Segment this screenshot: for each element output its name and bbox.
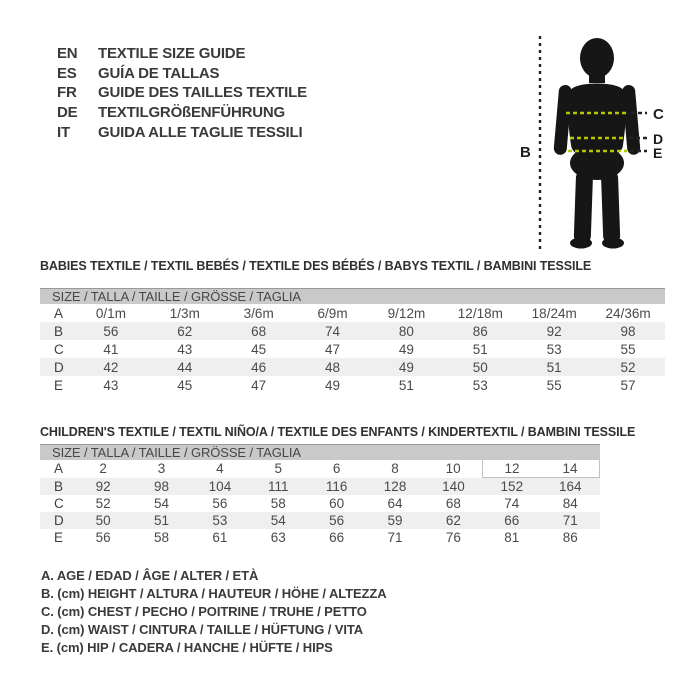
row-label-cell: D xyxy=(54,513,64,528)
table-row xyxy=(40,376,665,394)
size-value-cell: 6 xyxy=(332,461,341,477)
babies-size-table xyxy=(40,288,665,394)
size-value-cell: 98 xyxy=(620,323,636,339)
language-code: EN xyxy=(57,45,78,62)
size-value-cell: 140 xyxy=(442,478,465,494)
size-value-cell: 59 xyxy=(387,513,403,528)
size-value-cell: 47 xyxy=(325,341,341,357)
row-label-cell: A xyxy=(54,461,64,477)
children-size-table xyxy=(40,444,600,546)
size-value-cell: 50 xyxy=(472,359,488,375)
size-value-cell: 55 xyxy=(620,341,636,357)
size-value-cell: 56 xyxy=(103,323,119,339)
table-row xyxy=(40,512,600,529)
size-value-cell: 111 xyxy=(268,478,289,494)
size-value-cell: 68 xyxy=(251,323,267,339)
size-header-row xyxy=(40,289,665,305)
children-table-title: CHILDREN'S TEXTILE / TEXTIL NIÑO/A / TEXTILE DES ENFANTS / KINDERTEXTIL / BAMBINI TESSILE xyxy=(40,425,636,439)
size-value-cell: 24/36m xyxy=(605,305,651,321)
size-value-cell: 44 xyxy=(177,359,193,375)
size-value-cell: 51 xyxy=(154,513,170,528)
row-label-cell: B xyxy=(54,323,64,339)
size-value-cell: 45 xyxy=(177,377,193,393)
size-value-cell: 56 xyxy=(212,496,228,511)
table-row xyxy=(40,340,665,358)
legend-line: A. AGE / EDAD / ÂGE / ALTER / ETÀ xyxy=(41,568,259,583)
babies-table-title: BABIES TEXTILE / TEXTIL BEBÉS / TEXTILE DES BÉBÉS / BABYS TEXTIL / BAMBINI TESSILE xyxy=(40,259,592,273)
size-value-cell: 52 xyxy=(620,359,636,375)
language-label: GUÍA DE TALLAS xyxy=(98,64,220,82)
language-code: ES xyxy=(57,64,77,82)
size-value-cell: 12 xyxy=(483,460,541,478)
language-title-block xyxy=(57,44,307,143)
waist-label: D xyxy=(653,131,664,147)
size-value-cell: 74 xyxy=(325,323,341,339)
legend-line: B. (cm) HEIGHT / ALTURA / HAUTEUR / HÖHE / ALTEZZA xyxy=(41,586,387,602)
size-value-cell: 81 xyxy=(504,530,520,545)
legend-line: E. (cm) HIP / CADERA / HANCHE / HÜFTE / HIPS xyxy=(41,640,333,656)
size-value-cell: 49 xyxy=(398,341,414,357)
language-row xyxy=(57,64,307,84)
size-value-cell: 68 xyxy=(445,496,461,511)
size-value-cell: 128 xyxy=(383,478,407,494)
language-row xyxy=(57,103,307,123)
row-label-cell: C xyxy=(54,496,64,511)
row-label-cell: E xyxy=(54,377,64,393)
row-label-cell: A xyxy=(54,305,64,321)
size-value-cell: 86 xyxy=(472,323,488,339)
hip-label: E xyxy=(653,145,663,161)
table-row xyxy=(40,478,600,496)
size-value-cell: 0/1m xyxy=(95,305,126,321)
size-header-cell: SIZE / TALLA / TAILLE / GRÖSSE / TAGLIA xyxy=(40,445,600,461)
size-header-row xyxy=(40,445,600,461)
size-value-cell: 66 xyxy=(504,513,520,528)
size-value-cell: 2 xyxy=(99,461,107,477)
size-value-cell: 63 xyxy=(270,530,286,545)
size-value-cell: 51 xyxy=(398,377,414,393)
row-label-cell: C xyxy=(54,341,64,357)
language-label: TEXTILE SIZE GUIDE xyxy=(98,45,246,62)
table-row xyxy=(40,304,665,322)
size-value-cell: 50 xyxy=(95,513,111,528)
size-value-cell: 51 xyxy=(472,341,488,357)
row-label-cell: D xyxy=(54,359,64,375)
size-value-cell: 55 xyxy=(546,377,562,393)
language-code: FR xyxy=(57,84,77,102)
size-value-cell: 53 xyxy=(546,341,562,357)
language-label: GUIDA ALLE TAGLIE TESSILI xyxy=(98,123,303,141)
size-value-cell: 71 xyxy=(562,513,578,528)
size-value-cell: 84 xyxy=(562,496,578,511)
size-value-cell: 62 xyxy=(445,513,461,528)
size-value-cell: 56 xyxy=(95,530,111,545)
size-value-cell: 3/6m xyxy=(243,305,274,321)
size-value-cell: 76 xyxy=(445,530,461,545)
size-value-cell: 164 xyxy=(558,479,582,494)
size-value-cell: 71 xyxy=(387,530,403,545)
size-value-cell: 49 xyxy=(398,359,414,375)
size-value-cell: 92 xyxy=(546,323,562,339)
size-value-cell: 98 xyxy=(154,478,170,494)
size-value-cell: 58 xyxy=(270,496,286,511)
size-value-cell: 5 xyxy=(274,461,283,477)
size-value-cell: 42 xyxy=(103,359,119,375)
size-value-cell: 3 xyxy=(157,461,166,477)
size-value-cell: 58 xyxy=(154,530,170,545)
row-label-cell: E xyxy=(54,530,64,545)
language-code: IT xyxy=(57,123,70,141)
size-value-cell: 48 xyxy=(325,359,341,375)
legend-line: D. (cm) WAIST / CINTURA / TAILLE / HÜFTUNG / VITA xyxy=(41,622,364,638)
language-row xyxy=(57,83,307,103)
size-value-cell: 74 xyxy=(504,496,520,511)
table-row xyxy=(40,529,600,546)
size-value-cell: 104 xyxy=(208,478,232,494)
size-value-cell: 10 xyxy=(445,461,461,477)
language-label: TEXTILGRÖßENFÜHRUNG xyxy=(98,104,286,122)
size-value-cell: 51 xyxy=(546,359,562,375)
size-value-cell: 62 xyxy=(177,323,193,339)
size-value-cell: 86 xyxy=(562,530,578,545)
height-label: B xyxy=(520,144,531,161)
table-row xyxy=(40,322,665,340)
size-value-cell: 43 xyxy=(177,341,193,357)
table-row xyxy=(40,495,600,512)
size-value-cell: 47 xyxy=(251,377,267,393)
size-value-cell: 4 xyxy=(216,461,224,477)
legend-line: C. (cm) CHEST / PECHO / POITRINE / TRUHE / PETTO xyxy=(41,604,367,620)
size-value-cell: 92 xyxy=(95,478,111,494)
size-value-cell: 60 xyxy=(329,496,345,511)
size-value-cell: 6/9m xyxy=(317,305,348,321)
size-value-cell: 54 xyxy=(154,496,170,511)
size-value-cell: 18/24m xyxy=(531,305,577,321)
language-row xyxy=(57,123,307,143)
size-value-cell: 9/12m xyxy=(387,305,426,321)
language-label: GUIDE DES TAILLES TEXTILE xyxy=(98,84,307,102)
size-value-cell: 57 xyxy=(620,377,636,393)
size-header-cell: SIZE / TALLA / TAILLE / GRÖSSE / TAGLIA xyxy=(40,289,665,305)
language-row xyxy=(57,44,307,64)
size-value-cell: 53 xyxy=(212,513,228,528)
size-value-cell: 46 xyxy=(251,359,267,375)
size-value-cell: 14 xyxy=(541,460,600,478)
size-value-cell: 43 xyxy=(103,377,119,393)
size-value-cell: 61 xyxy=(212,530,228,545)
size-value-cell: 52 xyxy=(95,496,111,511)
size-value-cell: 41 xyxy=(103,341,119,357)
size-value-cell: 116 xyxy=(325,478,348,494)
language-code: DE xyxy=(57,104,78,122)
size-value-cell: 8 xyxy=(391,461,399,477)
table-row xyxy=(40,358,665,376)
size-value-cell: 12/18m xyxy=(457,305,503,321)
child-measurement-figure xyxy=(510,25,690,260)
chest-label: C xyxy=(653,106,664,123)
size-value-cell: 56 xyxy=(329,513,345,528)
size-value-cell: 80 xyxy=(398,323,414,339)
size-value-cell: 152 xyxy=(500,479,524,494)
size-value-cell: 54 xyxy=(270,513,286,528)
child-silhouette xyxy=(553,38,640,249)
table-row xyxy=(40,460,600,478)
size-value-cell: 64 xyxy=(387,496,403,511)
measurement-legend xyxy=(41,567,387,657)
size-value-cell: 45 xyxy=(251,341,267,357)
size-value-cell: 49 xyxy=(325,377,341,393)
size-value-cell: 53 xyxy=(472,377,488,393)
size-value-cell: 66 xyxy=(329,530,345,545)
size-value-cell: 1/3m xyxy=(169,305,200,321)
row-label-cell: B xyxy=(54,478,64,494)
